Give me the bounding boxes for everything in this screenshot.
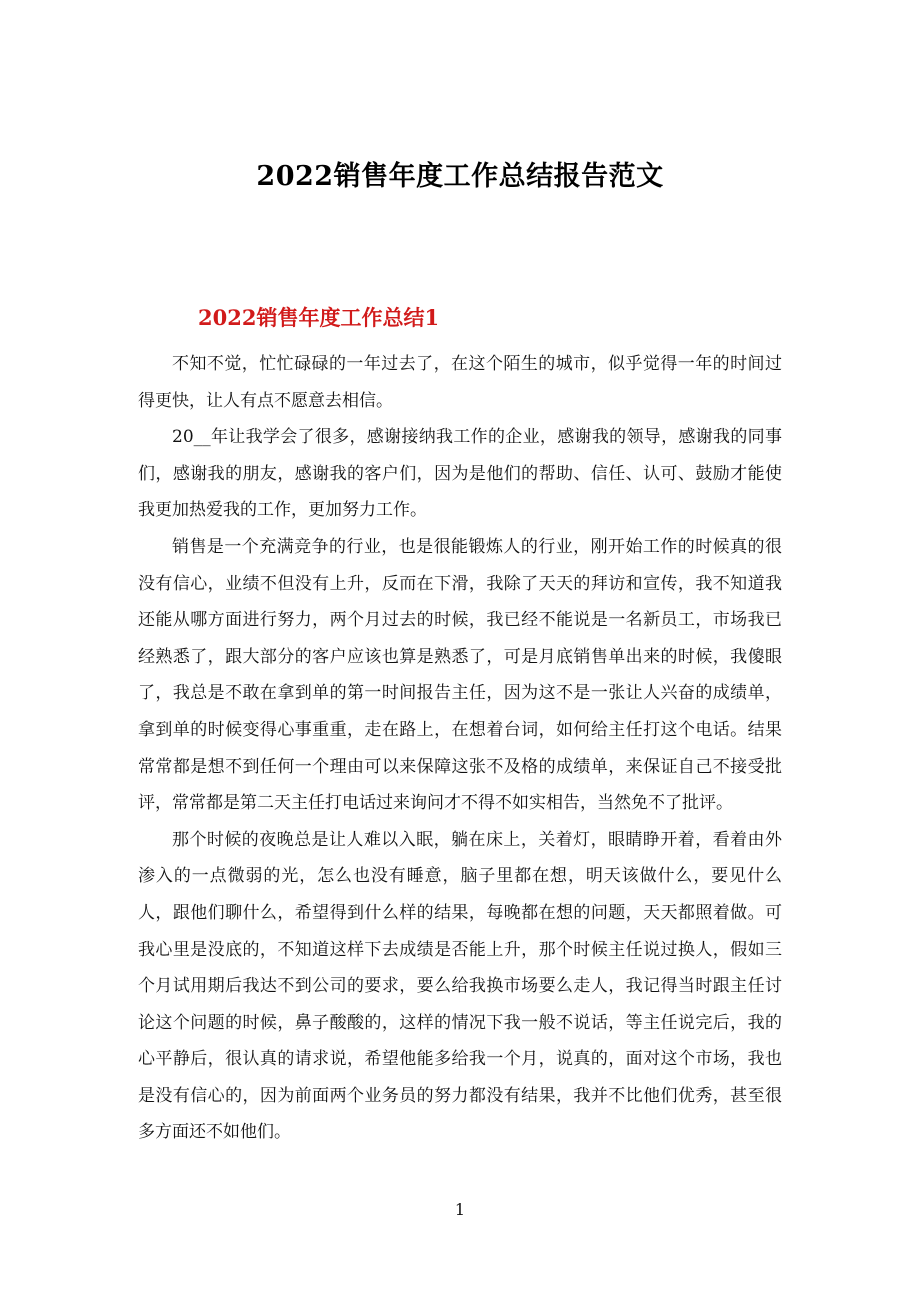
document-title: 2022销售年度工作总结报告范文 [256, 161, 664, 192]
page-number: 1 [454, 1200, 466, 1219]
paragraph: 不知不觉，忙忙碌碌的一年过去了，在这个陌生的城市，似乎觉得一年的时间过得更快，让人有点不愿意去相信。 [138, 354, 782, 411]
paragraph: 20__年让我学会了很多，感谢接纳我工作的企业，感谢我的领导，感谢我的同事们，感谢我的朋友，感谢我的客户们，因为是他们的帮助、信任、认可、鼓励才能使我更加热爱我的工作，更加努力工作。 [138, 427, 782, 521]
paragraph: 那个时候的夜晚总是让人难以入眠，躺在床上，关着灯，眼睛睁开着，看着由外渗入的一点微弱的光，怎么也没有睡意，脑子里都在想，明天该做什么，要见什么人，跟他们聊什么，希望得到什么样的结果，每晚都在想的问题，天天都照着做。可我心里是没底的，不知道这样下去成绩是否能上升，那个时候主任说过换人，假如三个月试用期后我达不到公司的要求，要么给我换市场要么走人，我记得当时跟主任讨论这个问题的时候，鼻子酸酸的，这样的情况下我一般不说话，等主任说完后，我的心平静后，很认真的请求说，希望他能多给我一个月，说真的，面对这个市场，我也是没有信心的，因为前面两个业务员的努力都没有结果，我并不比他们优秀，甚至很多方面还不如他们。 [138, 829, 782, 1143]
paragraph: 销售是一个充满竞争的行业，也是很能锻炼人的行业，刚开始工作的时候真的很没有信心，业绩不但没有上升，反而在下滑，我除了天天的拜访和宣传，我不知道我还能从哪方面进行努力，两个月过去的时候，我已经不能说是一名新员工，市场我已经熟悉了，跟大部分的客户应该也算是熟悉了，可是月底销售单出来的时候，我傻眼了，我总是不敢在拿到单的第一时间报告主任，因为这不是一张让人兴奋的成绩单，拿到单的时候变得心事重重，走在路上，在想着台词，如何给主任打这个电话。结果常常都是想不到任何一个理由可以来保障这张不及格的成绩单，来保证自己不接受批评，常常都是第二天主任打电话过来询问才不得不如实相告，当然免不了批评。 [138, 536, 782, 814]
section-heading: 2022销售年度工作总结1 [198, 305, 440, 330]
body-text [138, 346, 782, 1151]
